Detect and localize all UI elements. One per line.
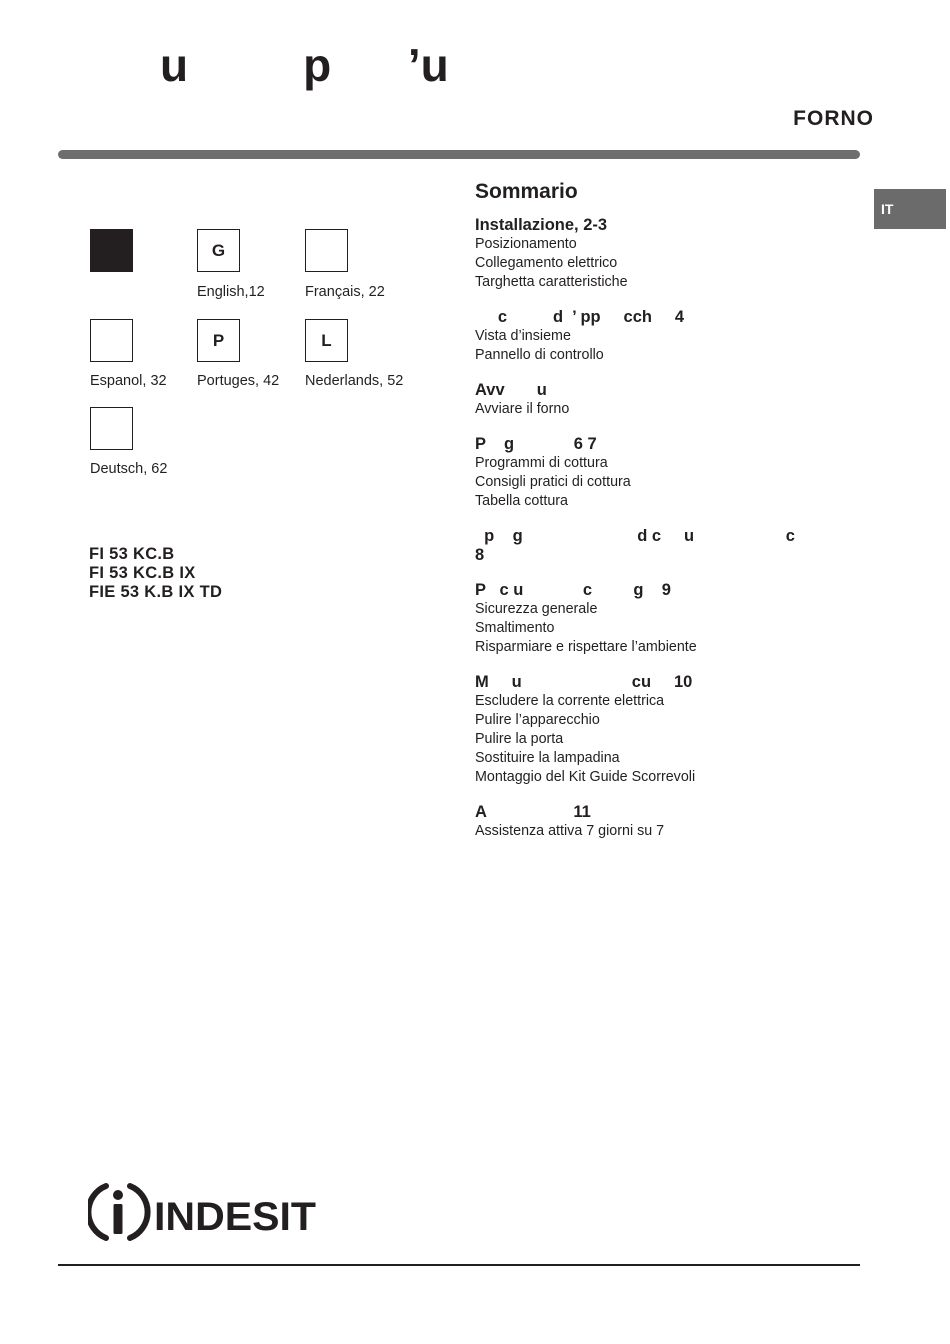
toc-item: Pannello di controllo [475, 347, 604, 363]
toc-section-heading: A 11 [475, 803, 591, 821]
toc-item: Sostituire la lampadina [475, 750, 620, 766]
language-code: L [321, 330, 332, 350]
toc-item: Escludere la corrente elettrica [475, 693, 665, 709]
header-divider [58, 150, 860, 159]
toc-item: Pulire l’apparecchio [475, 712, 600, 728]
language-box-italiano[interactable] [90, 229, 133, 272]
toc-section-descrizione[interactable] [475, 308, 855, 365]
logo-wordmark: INDESIT [154, 1195, 316, 1239]
toc-item: Assistenza attiva 7 giorni su 7 [475, 823, 665, 839]
language-label-nederlands: Nederlands, 52 [305, 373, 404, 389]
model-name: FI 53 KC.B IX [89, 564, 196, 582]
toc-item: Pulire la porta [475, 731, 564, 747]
footer-divider [58, 1264, 860, 1266]
language-tab-it[interactable]: IT [874, 189, 946, 229]
toc-section-heading: c d ’ pp cch 4 [475, 308, 685, 326]
toc-section-avvio[interactable] [475, 381, 855, 419]
toc-section-precauzioni[interactable] [475, 581, 855, 657]
model-list [89, 545, 222, 602]
toc-section-heading: M u cu 10 [475, 673, 693, 691]
language-label-espanol: Espanol, 32 [90, 373, 167, 389]
toc-section-installazione[interactable] [475, 216, 855, 292]
language-code: P [212, 330, 225, 350]
language-label-deutsch: Deutsch, 62 [90, 461, 168, 477]
toc-section-programmatore[interactable] [475, 527, 855, 565]
indesit-logo [88, 1180, 320, 1249]
toc-section-assistenza[interactable] [475, 803, 855, 841]
toc-item: Posizionamento [475, 236, 577, 252]
language-code: G [211, 240, 226, 260]
toc-item: Avviare il forno [475, 401, 570, 417]
indesit-logo-icon [88, 1180, 320, 1244]
language-label-portuges: Portuges, 42 [197, 373, 280, 389]
model-name: FIE 53 K.B IX TD [89, 583, 223, 601]
toc-section-heading: P g 6 7 [475, 435, 597, 453]
toc-item: Targhetta caratteristiche [475, 274, 628, 290]
language-box-deutsch[interactable] [90, 407, 133, 450]
toc-section-heading: P c u c g 9 [475, 581, 671, 599]
toc-item: Consigli pratici di cottura [475, 474, 631, 490]
toc-item: Sicurezza generale [475, 601, 598, 617]
model-name: FI 53 KC.B [89, 545, 175, 563]
product-type-label: FORNO [793, 107, 874, 130]
page-title: u p ’u [160, 39, 449, 91]
toc-item: Montaggio del Kit Guide Scorrevoli [475, 769, 696, 785]
language-box-francais[interactable] [305, 229, 348, 272]
toc-section-heading: Installazione, 2-3 [475, 216, 608, 234]
toc-section-heading: Avv u [475, 381, 547, 399]
language-box-english[interactable] [197, 229, 240, 272]
toc-section-heading: p g d c u c 8 [475, 527, 795, 564]
toc-item: Risparmiare e rispettare l’ambiente [475, 639, 697, 655]
toc-item: Smaltimento [475, 620, 555, 636]
toc-section-programmi[interactable] [475, 435, 855, 511]
toc-title: Sommario [475, 180, 578, 203]
toc-item: Vista d’insieme [475, 328, 571, 344]
toc-item: Tabella cottura [475, 493, 568, 509]
toc-item: Programmi di cottura [475, 455, 608, 471]
language-label-francais: Français, 22 [305, 284, 385, 300]
toc-section-manutenzione[interactable] [475, 673, 855, 787]
language-box-portuges[interactable] [197, 319, 240, 362]
language-label-english: English,12 [197, 284, 265, 300]
table-of-contents [475, 180, 855, 857]
toc-item: Collegamento elettrico [475, 255, 618, 271]
language-box-nederlands[interactable] [305, 319, 348, 362]
language-box-espanol[interactable] [90, 319, 133, 362]
